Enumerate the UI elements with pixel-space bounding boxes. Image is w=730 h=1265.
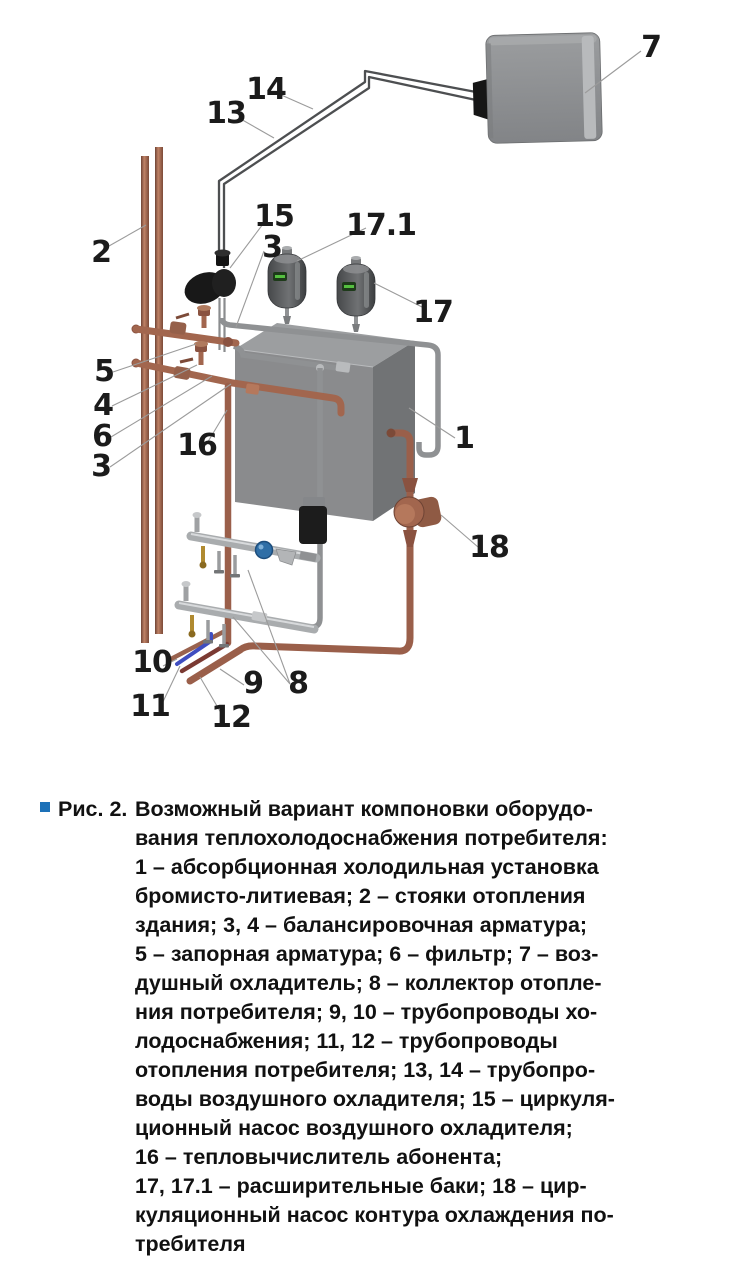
callout-15: 15	[254, 199, 294, 234]
callout-11: 11	[130, 689, 170, 724]
caption-line: лодоснабжения; 11, 12 – трубопроводы	[135, 1029, 558, 1053]
callout-18: 18	[469, 530, 509, 565]
air-cooler	[472, 33, 603, 144]
caption-line: Возможный вариант компоновки оборудо-	[135, 797, 593, 821]
caption-line: 16 – тепловычислитель абонента;	[135, 1145, 503, 1169]
callout-13: 13	[206, 96, 246, 131]
caption-line: воды воздушного охладителя; 15 – циркуля-	[135, 1087, 615, 1111]
caption-bullet-icon	[40, 802, 50, 812]
circulation-pump-15	[180, 250, 236, 310]
caption-line: отопления потребителя; 13, 14 – трубопро-	[135, 1058, 596, 1082]
figure-caption	[40, 795, 700, 1259]
consumer-pump	[299, 506, 327, 544]
expansion-tank-17	[337, 256, 375, 316]
heating-collector-lower	[179, 581, 314, 648]
cooling-pipe-10	[171, 631, 225, 659]
callout-4: 4	[93, 388, 113, 423]
callout-3-top: 3	[262, 230, 282, 265]
callout-9: 9	[243, 666, 263, 701]
callout-8: 8	[288, 666, 308, 701]
callout-17-1: 17.1	[345, 208, 417, 243]
callout-5: 5	[94, 354, 114, 389]
caption-line: бромисто-литиевая; 2 – стояки отопления	[135, 884, 586, 908]
caption-line: ния потребителя; 9, 10 – трубопроводы хо-	[135, 1000, 598, 1024]
callout-1: 1	[454, 421, 474, 456]
callout-7: 7	[641, 30, 661, 65]
blue-valve-knob	[256, 542, 273, 559]
heating-collector-upper	[191, 512, 316, 578]
callout-17: 17	[413, 295, 453, 330]
caption-line: вания теплохолодоснабжения потребителя:	[135, 826, 608, 850]
callout-6: 6	[92, 419, 112, 454]
callout-12: 12	[211, 700, 251, 735]
callout-10: 10	[132, 645, 172, 680]
heating-risers	[141, 147, 163, 643]
figure-number: Рис. 2.	[58, 797, 128, 821]
caption-line: здания; 3, 4 – балансировочная арматура;	[135, 913, 588, 937]
callout-2: 2	[91, 235, 111, 270]
callout-3-left: 3	[91, 449, 111, 484]
callout-16: 16	[177, 428, 217, 463]
caption-line: куляционный насос контура охлаждения по-	[135, 1203, 614, 1227]
caption-line: требителя	[135, 1232, 246, 1256]
figure-legend	[135, 795, 700, 1259]
caption-line: 5 – запорная арматура; 6 – фильтр; 7 – воз-	[135, 942, 599, 966]
caption-line: 17, 17.1 – расширительные баки; 18 – цир-	[135, 1174, 587, 1198]
absorption-chiller-unit	[235, 323, 415, 521]
caption-line: душный охладитель; 8 – коллектор отопле-	[135, 971, 602, 995]
callout-14: 14	[246, 72, 286, 107]
caption-line: ционный насос воздушного охладителя;	[135, 1116, 573, 1140]
caption-line: 1 – абсорбционная холодильная установка	[135, 855, 599, 879]
